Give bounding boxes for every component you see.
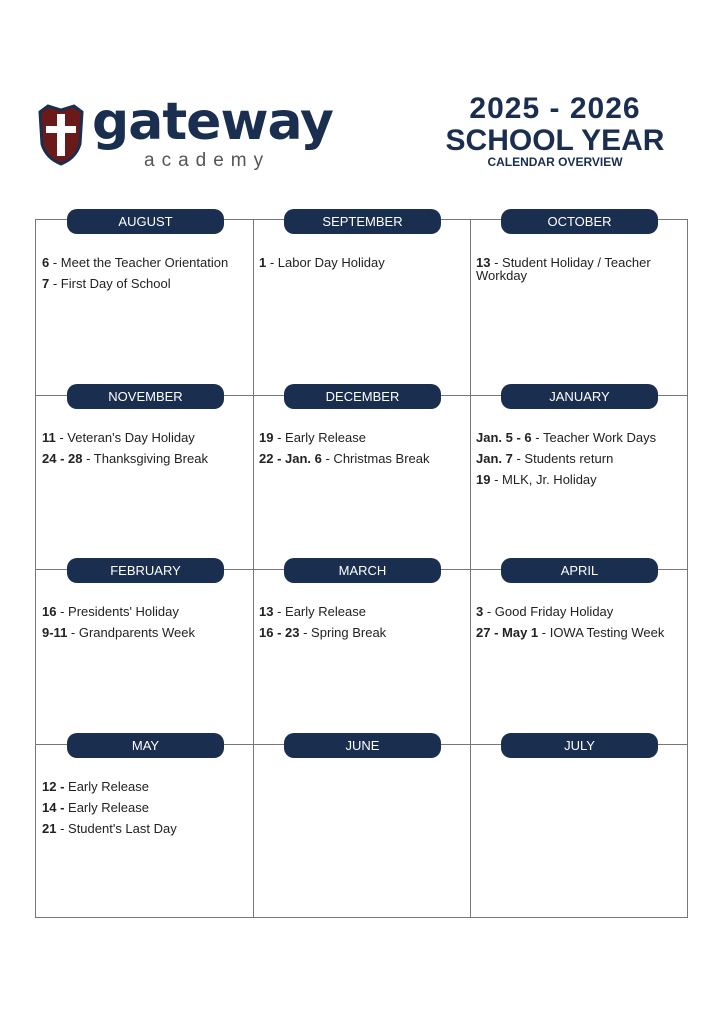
event-description: - IOWA Testing Week	[538, 625, 665, 640]
event-item	[42, 605, 250, 618]
month-header: JUNE	[284, 733, 441, 758]
month-cell-august	[36, 214, 254, 395]
month-header: MAY	[67, 733, 224, 758]
month-cell-december	[253, 389, 471, 570]
event-description: Early Release	[64, 779, 149, 794]
event-description: - MLK, Jr. Holiday	[490, 472, 597, 487]
gateway-academy-logo	[36, 92, 333, 174]
event-description: - Thanksgiving Break	[82, 451, 208, 466]
school-year-range: 2025 - 2026	[469, 92, 641, 125]
month-cell-july	[470, 738, 688, 919]
event-description: - Early Release	[273, 430, 366, 445]
event-list	[476, 256, 684, 290]
event-date: 7	[42, 276, 50, 291]
event-list	[42, 605, 250, 647]
event-list	[259, 431, 467, 473]
event-item	[42, 277, 250, 290]
event-item	[476, 452, 684, 465]
event-description: - Meet the Teacher Orientation	[49, 255, 229, 270]
event-item	[42, 780, 250, 793]
month-cell-march	[253, 563, 471, 744]
event-item	[476, 605, 684, 618]
event-date: 16 - 23	[259, 625, 300, 640]
event-date: 9-11	[42, 625, 68, 640]
month-cell-september	[253, 214, 471, 395]
event-description: - Student Holiday / Teacher Workday	[476, 255, 651, 283]
event-date: 13	[259, 604, 274, 619]
event-description: - Teacher Work Days	[531, 430, 657, 445]
event-date: 13	[476, 255, 491, 270]
month-cell-october	[470, 214, 688, 395]
month-header: SEPTEMBER	[284, 209, 441, 234]
event-date: 19	[476, 472, 491, 487]
month-header: OCTOBER	[501, 209, 658, 234]
event-item	[42, 452, 250, 465]
event-description: - Student's Last Day	[56, 821, 177, 836]
event-item	[476, 473, 684, 486]
event-list	[42, 431, 250, 473]
event-item	[476, 626, 684, 639]
event-date: 19	[259, 430, 274, 445]
event-date: 11	[42, 430, 56, 445]
event-item	[42, 626, 250, 639]
month-cell-may	[36, 738, 254, 919]
month-cell-february	[36, 563, 254, 744]
event-item	[42, 822, 250, 835]
event-date: 27 - May 1	[476, 625, 539, 640]
month-header: FEBRUARY	[67, 558, 224, 583]
event-description: - Christmas Break	[321, 451, 430, 466]
month-cell-november	[36, 389, 254, 570]
page-subtitle: CALENDAR OVERVIEW	[487, 155, 623, 169]
event-description: - Spring Break	[299, 625, 387, 640]
event-item	[259, 256, 467, 269]
event-date: 3	[476, 604, 484, 619]
event-item	[476, 431, 684, 444]
month-header: NOVEMBER	[67, 384, 224, 409]
month-header: MARCH	[284, 558, 441, 583]
event-date: 21	[42, 821, 57, 836]
event-list	[42, 780, 250, 843]
event-list	[259, 605, 467, 647]
event-list	[476, 605, 684, 647]
month-cell-april	[470, 563, 688, 744]
event-date: 6	[42, 255, 50, 270]
event-item	[42, 801, 250, 814]
page-title: SCHOOL YEAR	[445, 124, 665, 157]
event-item	[259, 431, 467, 444]
event-description: - Students return	[512, 451, 614, 466]
logo-wordmark: gateway	[92, 92, 333, 152]
event-item	[259, 605, 467, 618]
month-header: JANUARY	[501, 384, 658, 409]
month-header: JULY	[501, 733, 658, 758]
month-header: AUGUST	[67, 209, 224, 234]
shield-icon	[36, 104, 86, 166]
event-list	[42, 256, 250, 298]
event-description: - Grandparents Week	[67, 625, 195, 640]
event-description: - Early Release	[273, 604, 366, 619]
event-description: - Veteran's Day Holiday	[55, 430, 195, 445]
event-item	[42, 256, 250, 269]
event-description: - Good Friday Holiday	[483, 604, 614, 619]
event-item	[476, 256, 684, 282]
event-list	[259, 256, 467, 277]
event-item	[42, 431, 250, 444]
event-date: 12 -	[42, 779, 65, 794]
event-date: 24 - 28	[42, 451, 83, 466]
month-header: DECEMBER	[284, 384, 441, 409]
event-date: 14 -	[42, 800, 65, 815]
calendar-grid	[35, 214, 688, 918]
month-cell-june	[253, 738, 471, 919]
logo-subtitle: academy	[144, 150, 271, 171]
event-description: - Labor Day Holiday	[266, 255, 385, 270]
event-date: Jan. 5 - 6	[476, 430, 532, 445]
event-description: - Presidents' Holiday	[56, 604, 179, 619]
event-date: 22 - Jan. 6	[259, 451, 322, 466]
event-date: 16	[42, 604, 57, 619]
event-list	[476, 431, 684, 494]
event-item	[259, 452, 467, 465]
event-date: Jan. 7	[476, 451, 513, 466]
month-header: APRIL	[501, 558, 658, 583]
event-item	[259, 626, 467, 639]
month-cell-january	[470, 389, 688, 570]
event-description: Early Release	[64, 800, 149, 815]
event-description: - First Day of School	[49, 276, 171, 291]
event-date: 1	[259, 255, 267, 270]
